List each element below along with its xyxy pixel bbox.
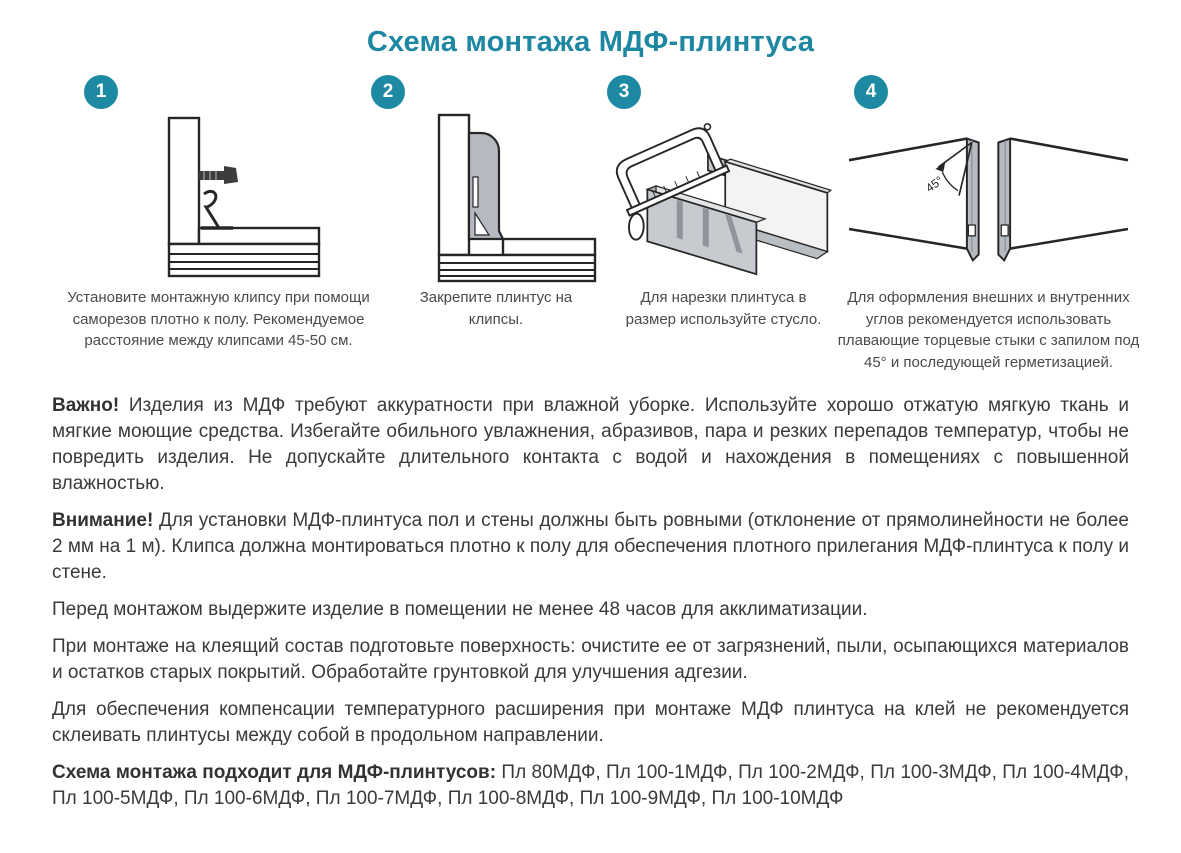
miter-box-hacksaw-diagram-icon bbox=[611, 106, 836, 291]
screw-icon bbox=[199, 166, 238, 184]
step-3-number-badge: 3 bbox=[607, 75, 641, 109]
paragraph-acclimatization bbox=[52, 597, 1129, 623]
step-2-number-badge: 2 bbox=[371, 75, 405, 109]
step-2-caption: Закрепите плинтус на клипсы. bbox=[419, 289, 573, 328]
paragraph-compatible-models bbox=[52, 760, 1129, 812]
step-4-illustration bbox=[836, 109, 1141, 287]
installation-steps bbox=[0, 59, 1181, 373]
paragraph-expansion bbox=[52, 697, 1129, 749]
step-1 bbox=[56, 75, 381, 352]
step-4-caption: Для оформления внешних и внутренних углов рекомендуется использовать плавающие торцевые стыки с запилом под 45° и последующей герметизацией. bbox=[837, 289, 1140, 371]
step-2-illustration bbox=[381, 109, 611, 287]
paragraph-compatible-models-text: Пл 80МДФ, Пл 100-1МДФ, Пл 100-2МДФ, Пл 100-3МДФ, Пл 100-4МДФ, Пл 100-5МДФ, Пл 100-6МДФ, Пл 100-7МДФ, Пл 100-8МДФ, Пл 100-9МДФ, Пл 100-10МДФ bbox=[52, 762, 1129, 810]
paragraph-attention-lead: Внимание! bbox=[52, 510, 154, 532]
right-plinth-piece bbox=[998, 138, 1128, 260]
paragraph-compatible-models-lead: Схема монтажа подходит для МДФ-плинтусов: bbox=[52, 762, 497, 784]
step-4-number-badge: 4 bbox=[854, 75, 888, 109]
step-1-caption: Установите монтажную клипсу при помощи саморезов плотно к полу. Рекомендуемое расстояние между клипсами 45-50 см. bbox=[67, 289, 370, 350]
miter-box-icon bbox=[647, 154, 830, 273]
mounting-clip-icon bbox=[201, 191, 233, 228]
paragraph-important-text: Изделия из МДФ требуют аккуратности при влажной уборке. Используйте хорошо отжатую мягкую ткань и мягкие моющие средства. Избегайте обильного увлажнения, абразивов, пара и резких перепадов температур, чтобы не повредить изделия. Не допускайте длительного контакта с водой и нахождения в помещениях с повышенной влажностью. bbox=[52, 395, 1129, 495]
step-1-illustration bbox=[56, 109, 381, 287]
corner-45-joint-diagram-icon bbox=[841, 115, 1136, 282]
instructions-text bbox=[0, 373, 1181, 812]
paragraph-important bbox=[52, 393, 1129, 497]
paragraph-important-lead: Важно! bbox=[52, 395, 120, 417]
wall-and-floor bbox=[439, 115, 595, 281]
left-plinth-piece bbox=[849, 138, 979, 260]
plinth-profile-icon bbox=[469, 133, 503, 239]
paragraph-attention bbox=[52, 508, 1129, 586]
paragraph-glue-surface-text: При монтаже на клеящий состав подготовьте поверхность: очистите ее от загрязнений, пыли, осыпающихся материалов и остатков старых покрытий. Обработайте грунтовкой для улучшения адгезии. bbox=[52, 636, 1129, 684]
paragraph-glue-surface bbox=[52, 634, 1129, 686]
paragraph-acclimatization-text: Перед монтажом выдержите изделие в помещении не менее 48 часов для акклиматизации. bbox=[52, 599, 868, 621]
step-3-illustration bbox=[611, 109, 836, 287]
wall-and-floor bbox=[169, 118, 319, 276]
step-3 bbox=[611, 75, 836, 330]
wall-clip-screw-diagram-icon bbox=[114, 116, 324, 281]
step-4 bbox=[836, 75, 1141, 373]
paragraph-expansion-text: Для обеспечения компенсации температурного расширения при монтаже МДФ плинтуса на клей не рекомендуется склеивать плинтусы между собой в продольном направлении. bbox=[52, 699, 1129, 747]
paragraph-attention-text: Для установки МДФ-плинтуса пол и стены должны быть ровными (отклонение от прямолинейности не более 2 мм на 1 м). Клипса должна монтироваться плотно к полу для обеспечения плотного прилегания МДФ-плинтуса к полу и стене. bbox=[52, 510, 1129, 584]
step-3-caption: Для нарезки плинтуса в размер используйте стусло. bbox=[625, 289, 822, 328]
step-2 bbox=[381, 75, 611, 330]
angle-label: 45° bbox=[923, 173, 946, 195]
step-1-number-badge: 1 bbox=[84, 75, 118, 109]
plinth-on-clips-diagram-icon bbox=[391, 113, 601, 283]
page-title: Схема монтажа МДФ-плинтуса bbox=[366, 26, 815, 58]
